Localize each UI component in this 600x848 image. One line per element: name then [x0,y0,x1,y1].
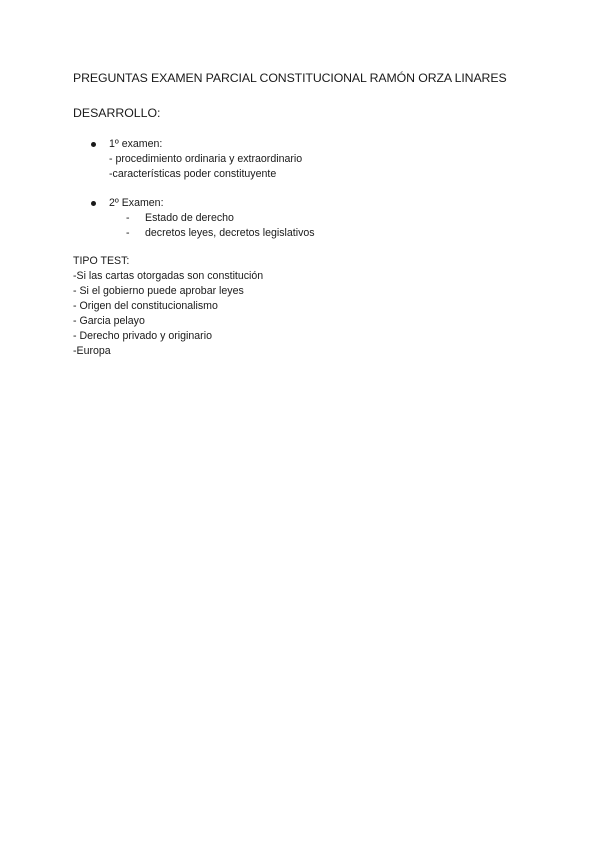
tipo-test-line: - Derecho privado y originario [73,330,212,342]
dash-marker: - [126,227,130,239]
exam-2-label: 2º Examen: [109,197,164,209]
exam-2-subitem: Estado de derecho [145,212,234,224]
tipo-test-line: - Origen del constitucionalismo [73,300,218,312]
exam-1-line: -características poder constituyente [109,168,277,180]
document-title: PREGUNTAS EXAMEN PARCIAL CONSTITUCIONAL RAMÓN ORZA LINARES [73,71,507,85]
tipo-test-line: -Si las cartas otorgadas son constitución [73,270,264,282]
bullet-icon [91,201,96,206]
dash-marker: - [126,212,130,224]
tipo-test-heading: TIPO TEST: [73,255,130,267]
tipo-test-line: -Europa [73,345,111,357]
tipo-test-line: - Si el gobierno puede aprobar leyes [73,285,244,297]
exam-2-subitem: decretos leyes, decretos legislativos [145,227,315,239]
exam-1-label: 1º examen: [109,138,163,150]
tipo-test-line: - Garcia pelayo [73,315,145,327]
bullet-icon [91,142,96,147]
desarrollo-heading: DESARROLLO: [73,106,161,120]
exam-1-line: - procedimiento ordinaria y extraordinario [109,153,303,165]
